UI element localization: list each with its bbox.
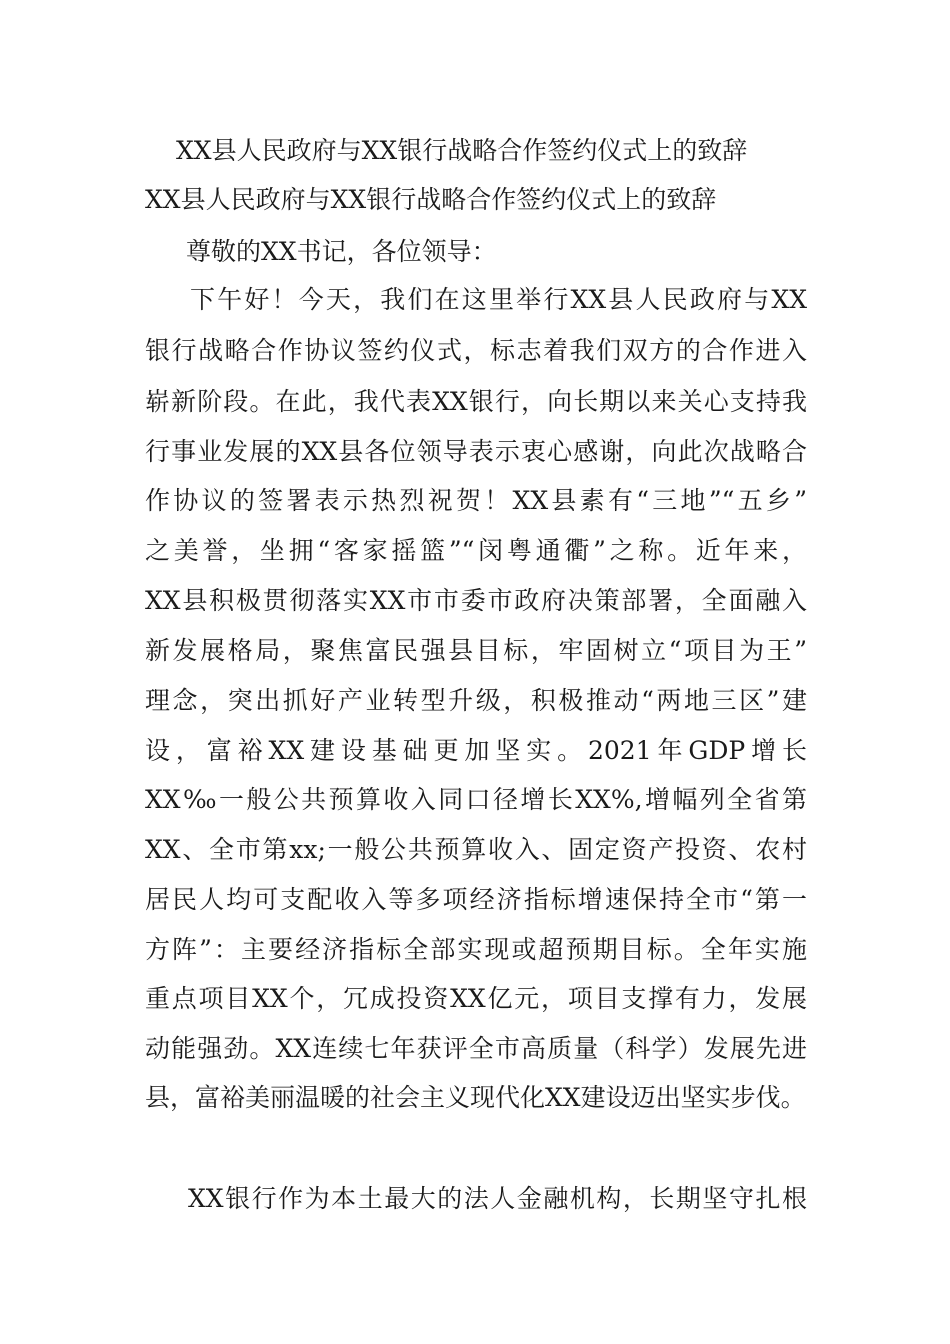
paragraph-line: XX、全市第xx;一般公共预算收入、固定资产投资、农村 <box>145 835 807 864</box>
paragraph-line: XX县积极贯彻落实XX市市委市政府决策部署，全面融入 <box>145 586 807 615</box>
document-title-line-1: XX县人民政府与XX银行战略合作签约仪式上的致辞 <box>176 136 748 165</box>
paragraph-line: 理念，突出抓好产业转型升级，积极推动“两地三区”建 <box>145 686 807 715</box>
document-title-line-2: XX县人民政府与XX银行战略合作签约仪式上的致辞 <box>145 185 717 214</box>
paragraph-line: 下午好！今天，我们在这里举行XX县人民政府与XX <box>190 285 807 314</box>
paragraph-line: 行事业发展的XX县各位领导表示衷心感谢，向此次战略合 <box>145 437 807 466</box>
paragraph-line: 银行战略合作协议签约仪式，标志着我们双方的合作进入 <box>145 336 807 365</box>
paragraph-line: 县，富裕美丽温暖的社会主义现代化XX建设迈出坚实步伐。 <box>145 1083 806 1112</box>
paragraph-line: XX‰一般公共预算收入同口径增长XX%,增幅列全省第 <box>145 785 807 814</box>
paragraph-line: 新发展格局，聚焦富民强县目标，牢固树立“项目为王” <box>145 636 807 665</box>
paragraph-line: 居民人均可支配收入等多项经济指标增速保持全市“第一 <box>145 885 807 914</box>
paragraph-line: 设，富裕XX建设基础更加坚实。2021年GDP增长 <box>145 736 807 765</box>
paragraph-line: 之美誉，坐拥“客家摇篮”“闵粤通衢”之称。近年来， <box>145 536 807 565</box>
salutation: 尊敬的XX书记，各位领导： <box>186 237 497 266</box>
paragraph-line: 方阵”：主要经济指标全部实现或超预期目标。全年实施 <box>145 935 807 964</box>
paragraph-line: 动能强劲。XX连续七年获评全市高质量（科学）发展先进 <box>145 1034 807 1063</box>
paragraph-line: 重点项目XX个，冗成投资XX亿元，项目支撑有力，发展 <box>145 984 807 1013</box>
paragraph-line: 作协议的签署表示热烈祝贺！XX县素有“三地”“五乡” <box>145 486 807 515</box>
paragraph-line: 崭新阶段。在此，我代表XX银行，向长期以来关心支持我 <box>145 387 807 416</box>
paragraph-line: XX银行作为本土最大的法人金融机构，长期坚守扎根 <box>188 1184 807 1213</box>
